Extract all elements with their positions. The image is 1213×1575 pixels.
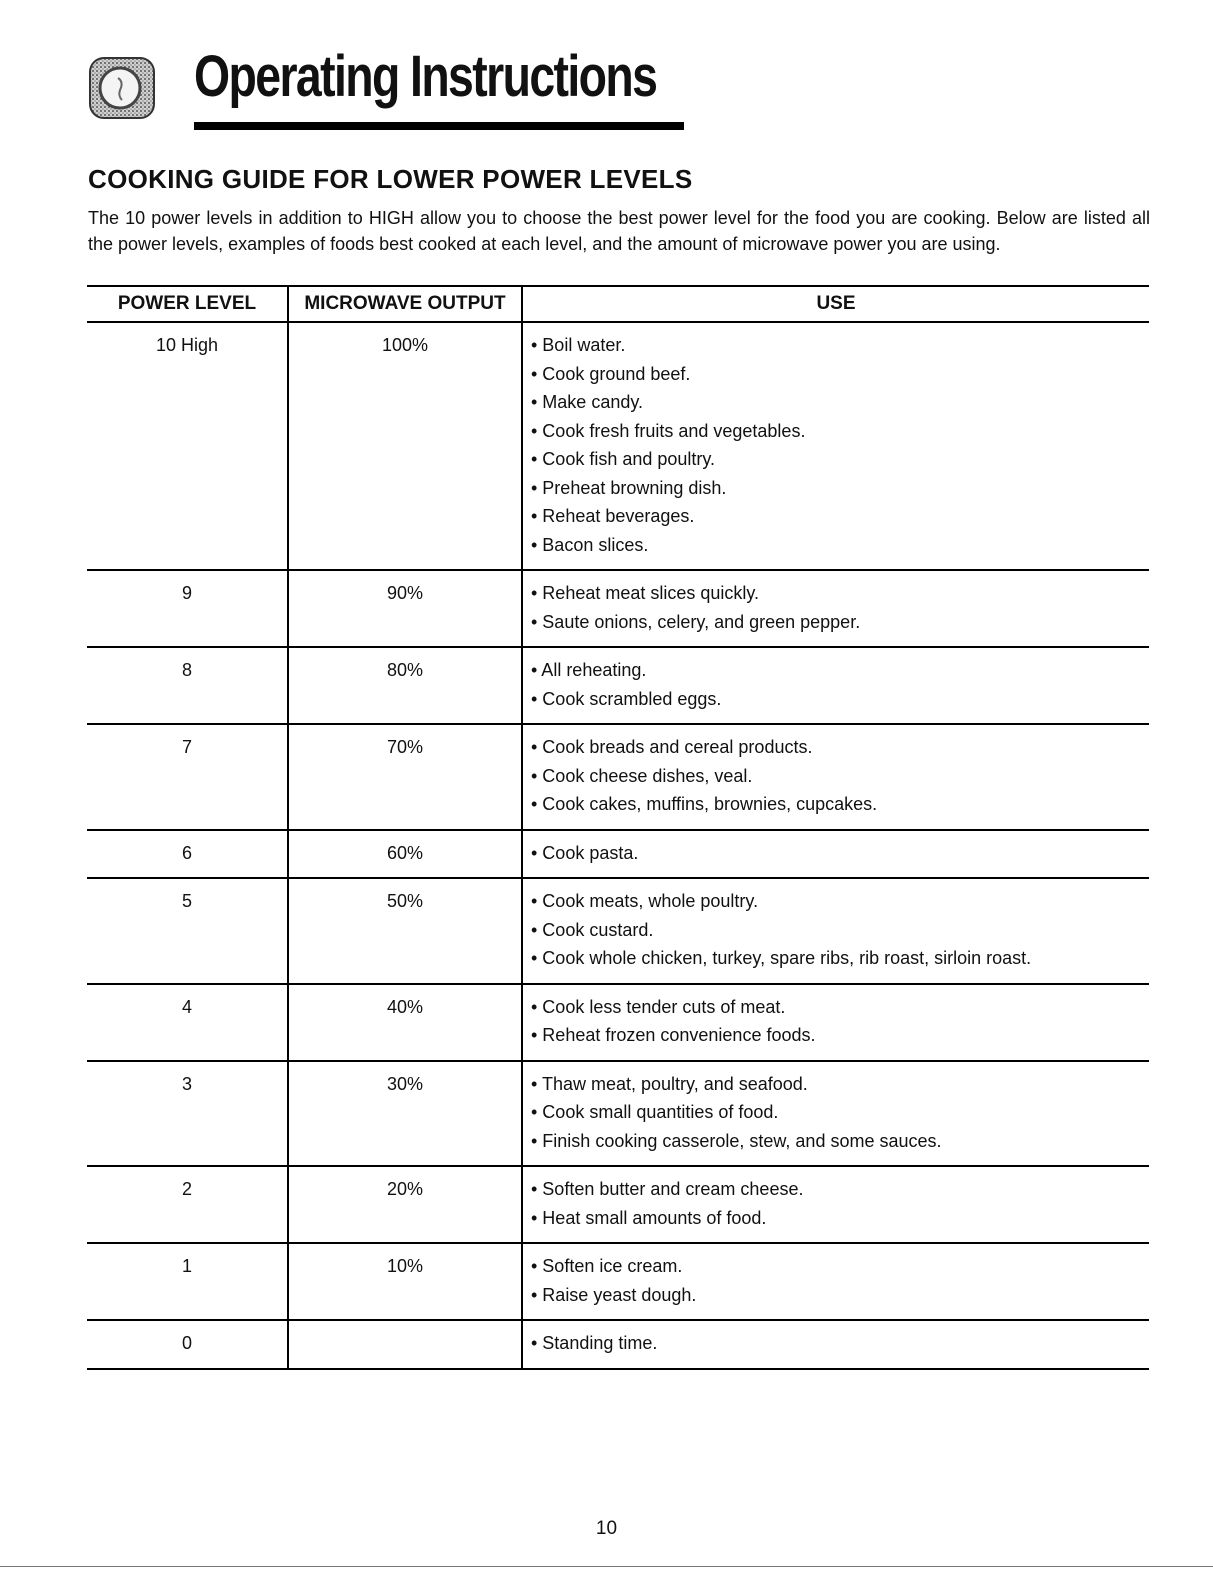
use-item: • Cook breads and cereal products. bbox=[531, 737, 813, 757]
power-level-cell: 9 bbox=[87, 570, 288, 647]
power-level-cell: 6 bbox=[87, 830, 288, 879]
power-level-cell: 0 bbox=[87, 1320, 288, 1369]
use-cell bbox=[522, 570, 1149, 647]
use-cell bbox=[522, 1320, 1149, 1369]
footer-rule bbox=[0, 1566, 1213, 1567]
microwave-output-cell: 80% bbox=[288, 647, 522, 724]
page-header bbox=[88, 44, 684, 136]
use-item: • Cook scrambled eggs. bbox=[531, 688, 722, 709]
use-cell bbox=[522, 1061, 1149, 1167]
table-row bbox=[87, 984, 1149, 1061]
microwave-output-cell: 40% bbox=[288, 984, 522, 1061]
use-item: • Thaw meat, poultry, and seafood. bbox=[531, 1073, 808, 1094]
use-item: • Cook custard. bbox=[531, 919, 654, 940]
use-cell bbox=[522, 322, 1149, 570]
use-item: • Preheat browning dish. bbox=[531, 477, 727, 498]
table-row bbox=[87, 1320, 1149, 1369]
use-item: • Boil water. bbox=[531, 335, 626, 355]
use-cell bbox=[522, 984, 1149, 1061]
use-cell bbox=[522, 647, 1149, 724]
microwave-tip-icon bbox=[88, 54, 156, 122]
use-cell bbox=[522, 1166, 1149, 1243]
table-row bbox=[87, 322, 1149, 570]
table-row bbox=[87, 724, 1149, 830]
use-item: • Standing time. bbox=[531, 1333, 658, 1353]
table-row bbox=[87, 647, 1149, 724]
power-level-cell: 7 bbox=[87, 724, 288, 830]
use-cell bbox=[522, 1243, 1149, 1320]
table-row bbox=[87, 1166, 1149, 1243]
title-underline bbox=[194, 122, 684, 130]
microwave-output-cell: 70% bbox=[288, 724, 522, 830]
power-level-cell: 8 bbox=[87, 647, 288, 724]
section-title: COOKING GUIDE FOR LOWER POWER LEVELS bbox=[88, 164, 693, 194]
use-item: • Cook ground beef. bbox=[531, 363, 691, 384]
use-item: • Cook cheese dishes, veal. bbox=[531, 765, 753, 786]
use-item: • Cook meats, whole poultry. bbox=[531, 891, 759, 911]
microwave-output-cell: 100% bbox=[288, 322, 522, 570]
power-level-cell: 3 bbox=[87, 1061, 288, 1167]
power-level-cell: 4 bbox=[87, 984, 288, 1061]
use-item: • Heat small amounts of food. bbox=[531, 1207, 767, 1228]
power-level-table bbox=[87, 285, 1149, 1370]
page-title: Operating Instructions bbox=[194, 44, 657, 109]
use-item: • Reheat beverages. bbox=[531, 506, 695, 526]
header-use: USE bbox=[522, 286, 1149, 322]
table-row bbox=[87, 878, 1149, 984]
power-level-cell: 2 bbox=[87, 1166, 288, 1243]
use-item: • Cook cakes, muffins, brownies, cupcakes. bbox=[531, 794, 878, 814]
use-item: • Bacon slices. bbox=[531, 534, 649, 555]
use-item: • All reheating. bbox=[531, 660, 647, 680]
use-cell bbox=[522, 830, 1149, 879]
use-item: • Saute onions, celery, and green pepper. bbox=[531, 611, 861, 632]
microwave-output-cell bbox=[288, 1320, 522, 1369]
power-level-cell: 1 bbox=[87, 1243, 288, 1320]
use-item: • Raise yeast dough. bbox=[531, 1284, 697, 1305]
table-header-row bbox=[87, 286, 1149, 322]
use-item: • Cook pasta. bbox=[531, 842, 639, 863]
use-item: • Cook small quantities of food. bbox=[531, 1102, 779, 1122]
use-item: • Cook fresh fruits and vegetables. bbox=[531, 420, 806, 441]
use-item: • Cook less tender cuts of meat. bbox=[531, 996, 786, 1017]
microwave-output-cell: 30% bbox=[288, 1061, 522, 1167]
use-item: • Soften ice cream. bbox=[531, 1256, 683, 1276]
use-item: • Reheat frozen convenience foods. bbox=[531, 1025, 816, 1045]
microwave-output-cell: 50% bbox=[288, 878, 522, 984]
use-cell bbox=[522, 878, 1149, 984]
use-cell bbox=[522, 724, 1149, 830]
intro-paragraph: The 10 power levels in addition to HIGH allow you to choose the best power level for the food you are cooking. Below are listed all the power levels, examples of foods best cooked at each level, and the amount of microwave power you are using. bbox=[88, 208, 1150, 254]
table-row bbox=[87, 1243, 1149, 1320]
use-item: • Soften butter and cream cheese. bbox=[531, 1179, 804, 1199]
microwave-output-cell: 90% bbox=[288, 570, 522, 647]
use-item: • Make candy. bbox=[531, 392, 644, 412]
table-row bbox=[87, 830, 1149, 879]
table-row bbox=[87, 570, 1149, 647]
power-level-cell: 10 High bbox=[87, 322, 288, 570]
header-power-level: POWER LEVEL bbox=[87, 286, 288, 322]
microwave-output-cell: 10% bbox=[288, 1243, 522, 1320]
header-microwave-output: MICROWAVE OUTPUT bbox=[288, 286, 522, 322]
table-row bbox=[87, 1061, 1149, 1167]
use-item: • Reheat meat slices quickly. bbox=[531, 583, 760, 603]
use-item: • Cook whole chicken, turkey, spare ribs, rib roast, sirloin roast. bbox=[531, 948, 1032, 968]
microwave-output-cell: 20% bbox=[288, 1166, 522, 1243]
microwave-output-cell: 60% bbox=[288, 830, 522, 879]
power-level-cell: 5 bbox=[87, 878, 288, 984]
use-item: • Finish cooking casserole, stew, and some sauces. bbox=[531, 1130, 942, 1151]
page-number: 10 bbox=[595, 1518, 618, 1539]
use-item: • Cook fish and poultry. bbox=[531, 449, 716, 469]
